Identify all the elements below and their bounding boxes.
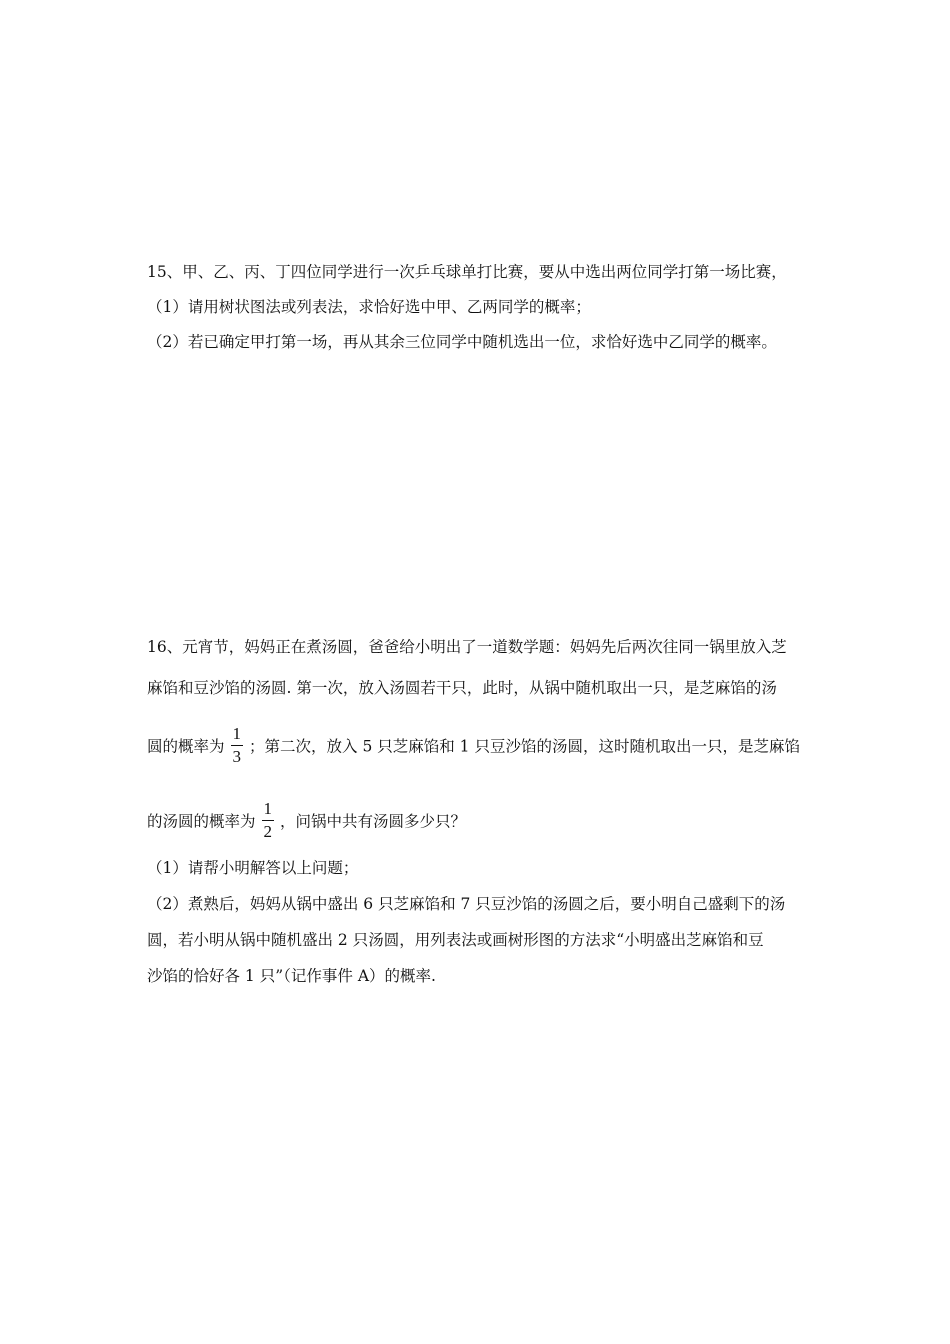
fraction-one-half bbox=[262, 799, 275, 842]
q15-part1: （1）请用树状图法或列表法，求恰好选中甲、乙两同学的概率； bbox=[147, 298, 591, 316]
q16-line1: 16、元宵节，妈妈正在煮汤圆，爸爸给小明出了一道数学题：妈妈先后两次往同一锅里放入芝 bbox=[147, 638, 787, 656]
fraction-numerator: 1 bbox=[263, 799, 273, 818]
fraction-numerator: 1 bbox=[232, 724, 242, 743]
q16-line2: 麻馅和豆沙馅的汤圆. 第一次，放入汤圆若干只，此时，从锅中随机取出一只，是芝麻馅的汤 bbox=[147, 679, 777, 697]
q16-line3 bbox=[147, 724, 807, 767]
q16-part2-line2: 圆，若小明从锅中随机盛出 2 只汤圆，用列表法或画树形图的方法求“小明盛出芝麻馅和豆 bbox=[147, 931, 764, 949]
fraction-one-third bbox=[231, 724, 244, 767]
q16-line3-end: ；第二次，放入 5 只芝麻馅和 1 只豆沙馅的汤圆，这时随机取出一只，是芝麻馅 bbox=[249, 737, 800, 756]
q16-line4-start: 的汤圆的概率为 bbox=[147, 812, 256, 831]
fraction-bar bbox=[262, 820, 275, 821]
fraction-bar bbox=[231, 745, 244, 746]
q16-line3-start: 圆的概率为 bbox=[147, 737, 225, 756]
q15-part2: （2）若已确定甲打第一场，再从其余三位同学中随机选出一位，求恰好选中乙同学的概率。 bbox=[147, 333, 777, 351]
q15-stem: 15、甲、乙、丙、丁四位同学进行一次乒乓球单打比赛，要从中选出两位同学打第一场比赛， bbox=[147, 263, 787, 281]
fraction-denominator: 2 bbox=[263, 822, 273, 841]
q16-part2-line1: （2）煮熟后，妈妈从锅中盛出 6 只芝麻馅和 7 只豆沙馅的汤圆之后，要小明自己盛剩下的汤 bbox=[147, 895, 786, 913]
q16-line4 bbox=[147, 799, 807, 842]
q16-part2-line3: 沙馅的恰好各 1 只”（记作事件 A）的概率. bbox=[147, 967, 436, 985]
fraction-denominator: 3 bbox=[232, 747, 242, 766]
q16-line4-end: ，问锅中共有汤圆多少只？ bbox=[280, 812, 467, 831]
q16-part1: （1）请帮小明解答以上问题； bbox=[147, 859, 359, 877]
